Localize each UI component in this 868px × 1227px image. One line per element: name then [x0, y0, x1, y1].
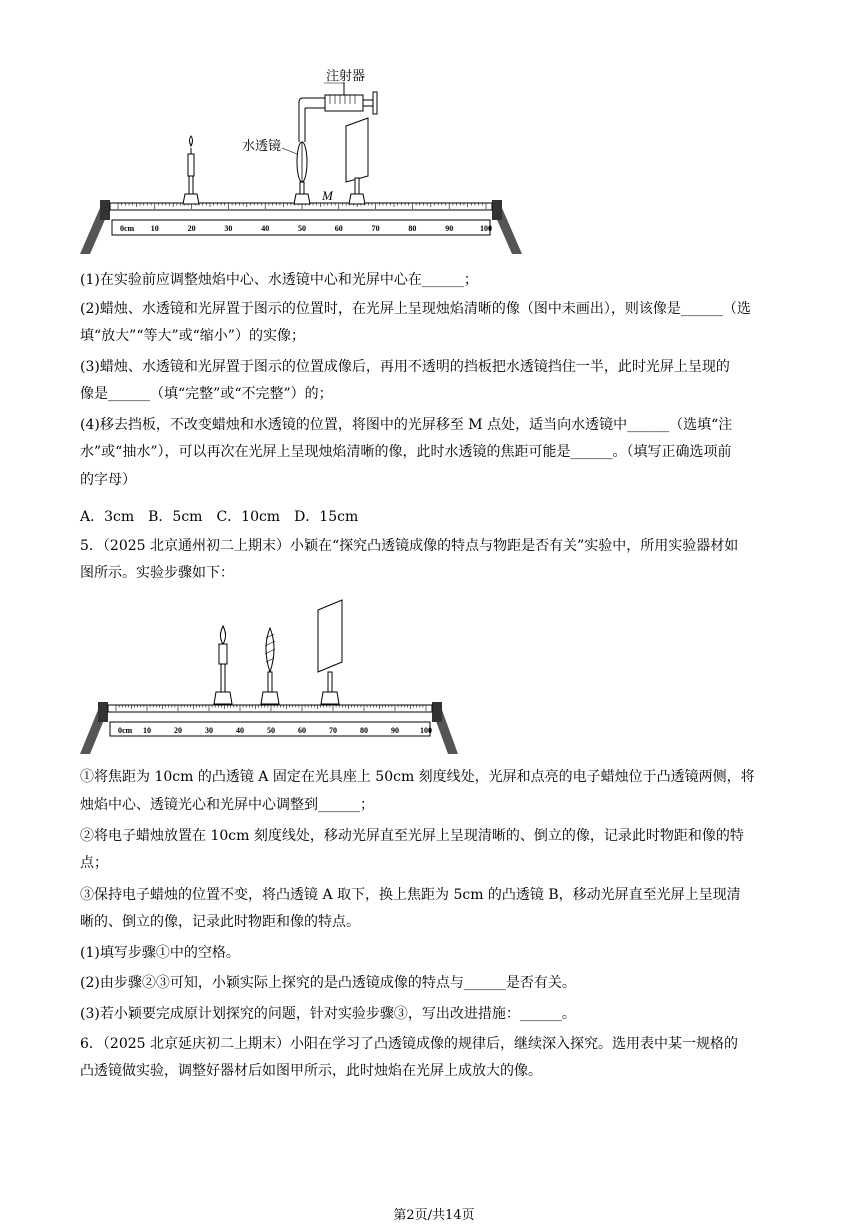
scale-label: 70: [371, 224, 380, 233]
q6-intro-b: 凸透镜做实验，调整好器材后如图甲所示，此时烛焰在光屏上成放大的像。: [80, 1063, 542, 1079]
label-M: M: [322, 188, 333, 203]
light-screen: [346, 118, 368, 204]
q4-part2-a: (2)蜡烛、水透镜和光屏置于图示的位置时，在光屏上呈现烛焰清晰的像（图中未画出），则该像是______（选: [80, 301, 751, 317]
water-lens: [294, 98, 325, 204]
scale-label: 60: [298, 726, 306, 735]
scale-label: 0cm: [118, 726, 133, 735]
bench2-rail: [108, 705, 432, 712]
q5-step3-a: ③保持电子蜡烛的位置不变，将凸透镜 A 取下，换上焦距为 5cm 的凸透镜 B，移动光屏直至光屏上呈现清: [80, 887, 741, 903]
q5-part1: (1)填写步骤①中的空格。: [80, 945, 240, 961]
scale-label: 90: [391, 726, 399, 735]
q5-step1-b: 烛焰中心、透镜光心和光屏中心调整到______；: [80, 797, 374, 813]
q4-part2-b: 填“放大”“等大”或“缩小”）的实像；: [80, 328, 305, 344]
scale-label: 50: [267, 726, 275, 735]
q5-intro-a: 5．（2025 北京通州初二上期末）小颖在“探究凸透镜成像的特点与物距是否有关”实验中，所用实验器材如: [80, 538, 739, 554]
q5-step2-a: ②将电子蜡烛放置在 10cm 刻度线处，移动光屏直至光屏上呈现清晰的、倒立的像，记录此时物距和像的特: [80, 828, 744, 844]
scale-label: 20: [174, 726, 182, 735]
q5-intro-b: 图所示。实验步骤如下：: [80, 565, 234, 581]
scale-label: 90: [445, 224, 454, 233]
bench-left-end: [100, 200, 110, 220]
q5-step3-b: 晰的、倒立的像，记录此时物距和像的特点。: [80, 914, 360, 930]
q6-intro-a: 6．（2025 北京延庆初二上期末）小阳在学习了凸透镜成像的规律后，继续深入探究。选用表中某一规格的: [80, 1036, 738, 1052]
scale-label: 60: [334, 224, 343, 233]
scale-label: 40: [236, 726, 244, 735]
q4-options: A．3cm B．5cm C．10cm D．15cm: [80, 509, 359, 525]
scale-label: 10: [150, 224, 159, 233]
candle: [183, 136, 199, 204]
q5-step1-a: ①将焦距为 10cm 的凸透镜 A 固定在光具座上 50cm 刻度线处，光屏和点亮的电子蜡烛位于凸透镜两侧，将: [80, 769, 755, 785]
q4-part4-a: (4)移去挡板，不改变蜡烛和水透镜的位置，将图中的光屏移至 M 点处，适当向水透镜中______（选填“注: [80, 417, 733, 433]
scale-label: 100: [480, 224, 492, 233]
q5-step2-b: 点；: [80, 855, 108, 871]
q4-part1: (1)在实验前应调整烛焰中心、水透镜中心和光屏中心在______；: [80, 272, 478, 288]
q4-part4-b: 水”或“抽水”），可以再次在光屏上呈现烛焰清晰的像，此时水透镜的焦距可能是______。（填写正确选项前: [80, 444, 732, 460]
convex-lens: [261, 628, 279, 704]
scale-label: 0cm: [120, 224, 135, 233]
syringe: [325, 82, 377, 114]
figure-convex-lens-bench: [78, 592, 458, 760]
bench-right-end: [492, 200, 502, 220]
scale-label: 50: [298, 224, 306, 233]
scale-label: 30: [224, 224, 233, 233]
electronic-candle: [214, 626, 232, 704]
scale-label: 100: [420, 726, 432, 735]
bench2-right-end: [432, 702, 442, 722]
q5-part2: (2)由步骤②③可知，小颖实际上探究的是凸透镜成像的特点与______是否有关。: [80, 975, 576, 991]
scale-label: 80: [360, 726, 368, 735]
label-water-lens: 水透镜: [242, 138, 282, 153]
scale-label: 80: [408, 224, 417, 233]
figure-water-lens-bench: [78, 62, 528, 262]
scale-label: 30: [205, 726, 213, 735]
label-syringe: 注射器: [326, 68, 366, 83]
scale-label: 40: [261, 224, 270, 233]
q4-part4-c: 的字母）: [80, 472, 136, 488]
scale-label: 20: [187, 224, 196, 233]
q5-part3: (3)若小颖要完成原计划探究的问题，针对实验步骤③，写出改进措施：______。: [80, 1006, 576, 1022]
page-footer: 第2页/共14页: [393, 1208, 475, 1223]
bench2-left-end: [98, 702, 108, 722]
q4-part3-b: 像是______（填“完整”或“不完整”）的；: [80, 386, 333, 402]
screen: [318, 600, 342, 704]
scale-label: 70: [329, 726, 337, 735]
q4-part3-a: (3)蜡烛、水透镜和光屏置于图示的位置成像后，再用不透明的挡板把水透镜挡住一半，此时光屏上呈现的: [80, 359, 730, 375]
scale-label: 10: [143, 726, 151, 735]
